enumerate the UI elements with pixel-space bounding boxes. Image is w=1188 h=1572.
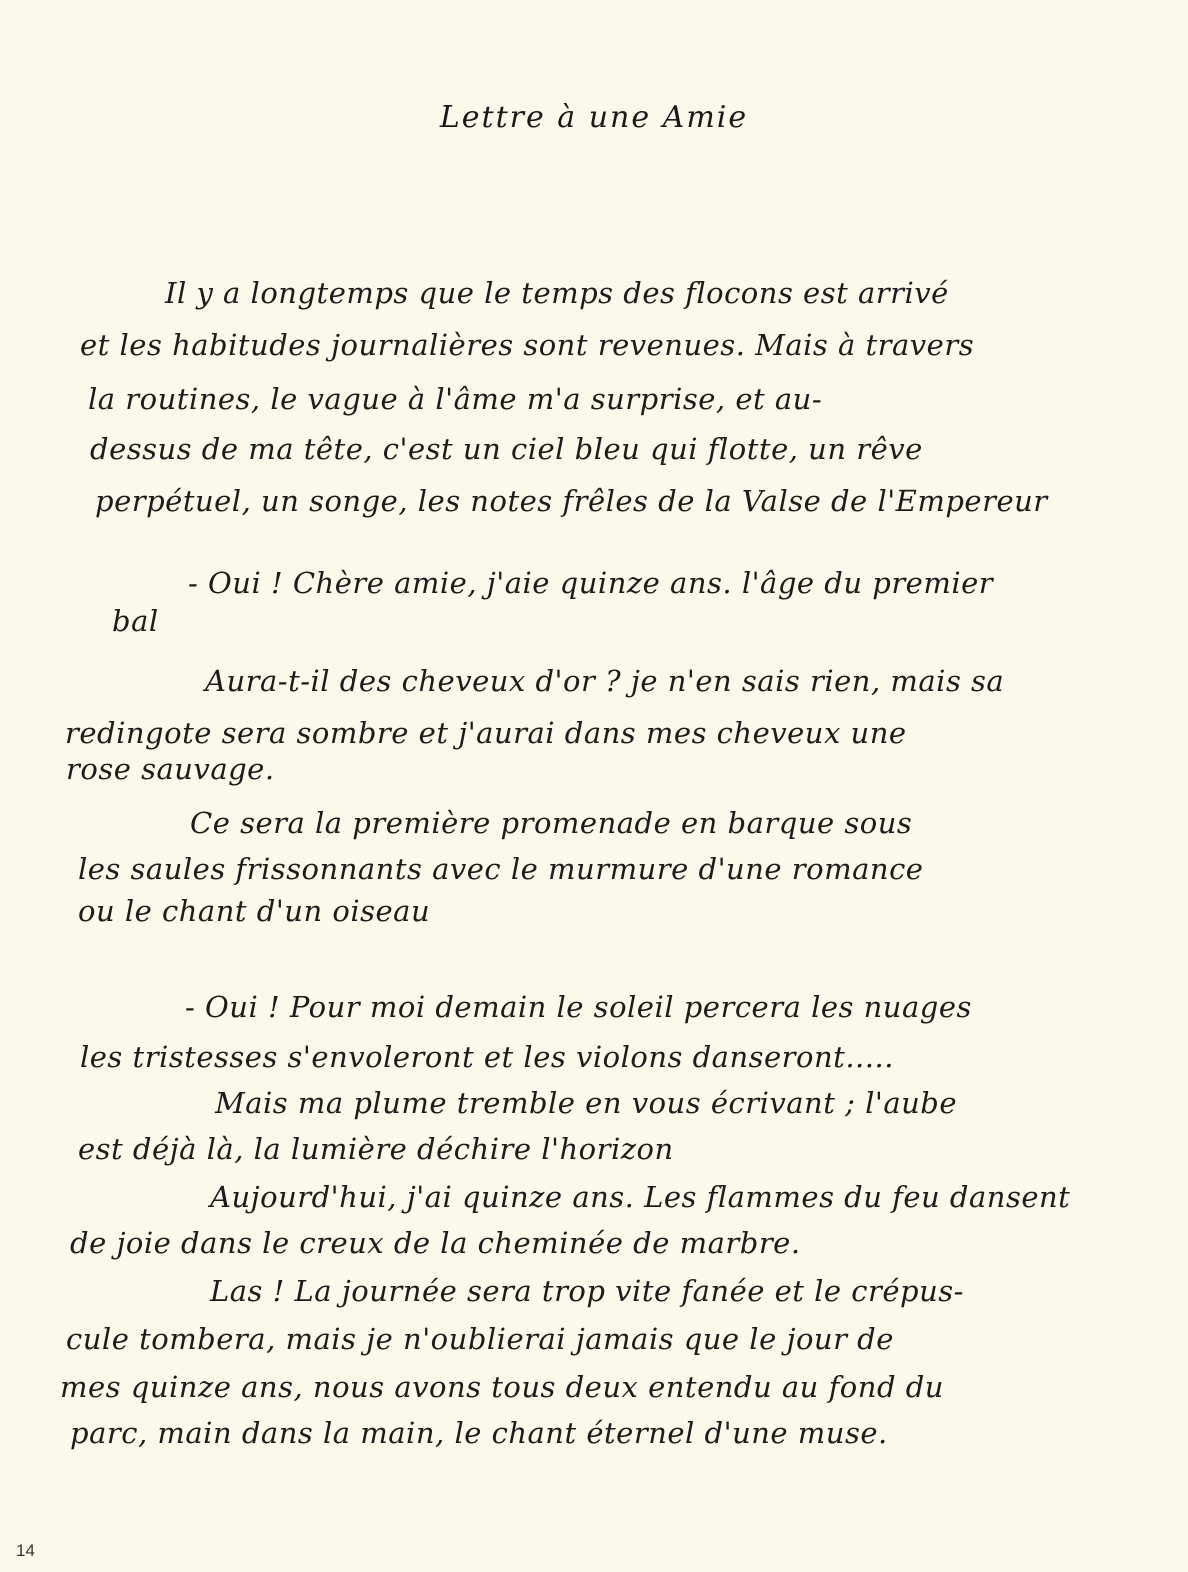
page-number: 14 xyxy=(16,1541,35,1560)
text-line: cule tombera, mais je n'oublierai jamais que le jour de xyxy=(66,1322,894,1356)
text-line: Il y a longtemps que le temps des flocons est arrivé xyxy=(165,276,949,310)
text-line: ou le chant d'un oiseau xyxy=(78,894,431,928)
text-line: dessus de ma tête, c'est un ciel bleu qui flotte, un rêve xyxy=(90,432,923,466)
text-line: - Oui ! Chère amie, j'aie quinze ans. l'âge du premier xyxy=(188,566,994,600)
text-line: Aura-t-il des cheveux d'or ? je n'en sais rien, mais sa xyxy=(205,664,1005,698)
text-line: perpétuel, un songe, les notes frêles de la Valse de l'Empereur xyxy=(95,484,1048,518)
text-line: la routines, le vague à l'âme m'a surprise, et au- xyxy=(88,382,823,416)
text-line: redingote sera sombre et j'aurai dans mes cheveux une xyxy=(65,716,907,750)
text-line: parc, main dans la main, le chant éternel d'une muse. xyxy=(70,1416,888,1450)
text-line: rose sauvage. xyxy=(66,752,275,786)
text-line: Las ! La journée sera trop vite fanée et le crépus- xyxy=(210,1274,964,1308)
text-line: les tristesses s'envoleront et les violons danseront..... xyxy=(80,1040,894,1074)
text-line: est déjà là, la lumière déchire l'horizon xyxy=(78,1132,674,1166)
text-line: - Oui ! Pour moi demain le soleil percera les nuages xyxy=(185,990,972,1024)
text-line: mes quinze ans, nous avons tous deux entendu au fond du xyxy=(60,1370,944,1404)
text-line: et les habitudes journalières sont revenues. Mais à travers xyxy=(80,328,975,362)
text-line: Mais ma plume tremble en vous écrivant ; l'aube xyxy=(215,1086,958,1120)
page-title: Lettre à une Amie xyxy=(439,100,749,135)
text-line: bal xyxy=(112,604,159,638)
text-line: de joie dans le creux de la cheminée de marbre. xyxy=(70,1226,801,1260)
text-line: Aujourd'hui, j'ai quinze ans. Les flammes du feu dansent xyxy=(210,1180,1071,1214)
text-line: les saules frissonnants avec le murmure d'une romance xyxy=(78,852,924,886)
text-line: Ce sera la première promenade en barque sous xyxy=(190,806,913,840)
